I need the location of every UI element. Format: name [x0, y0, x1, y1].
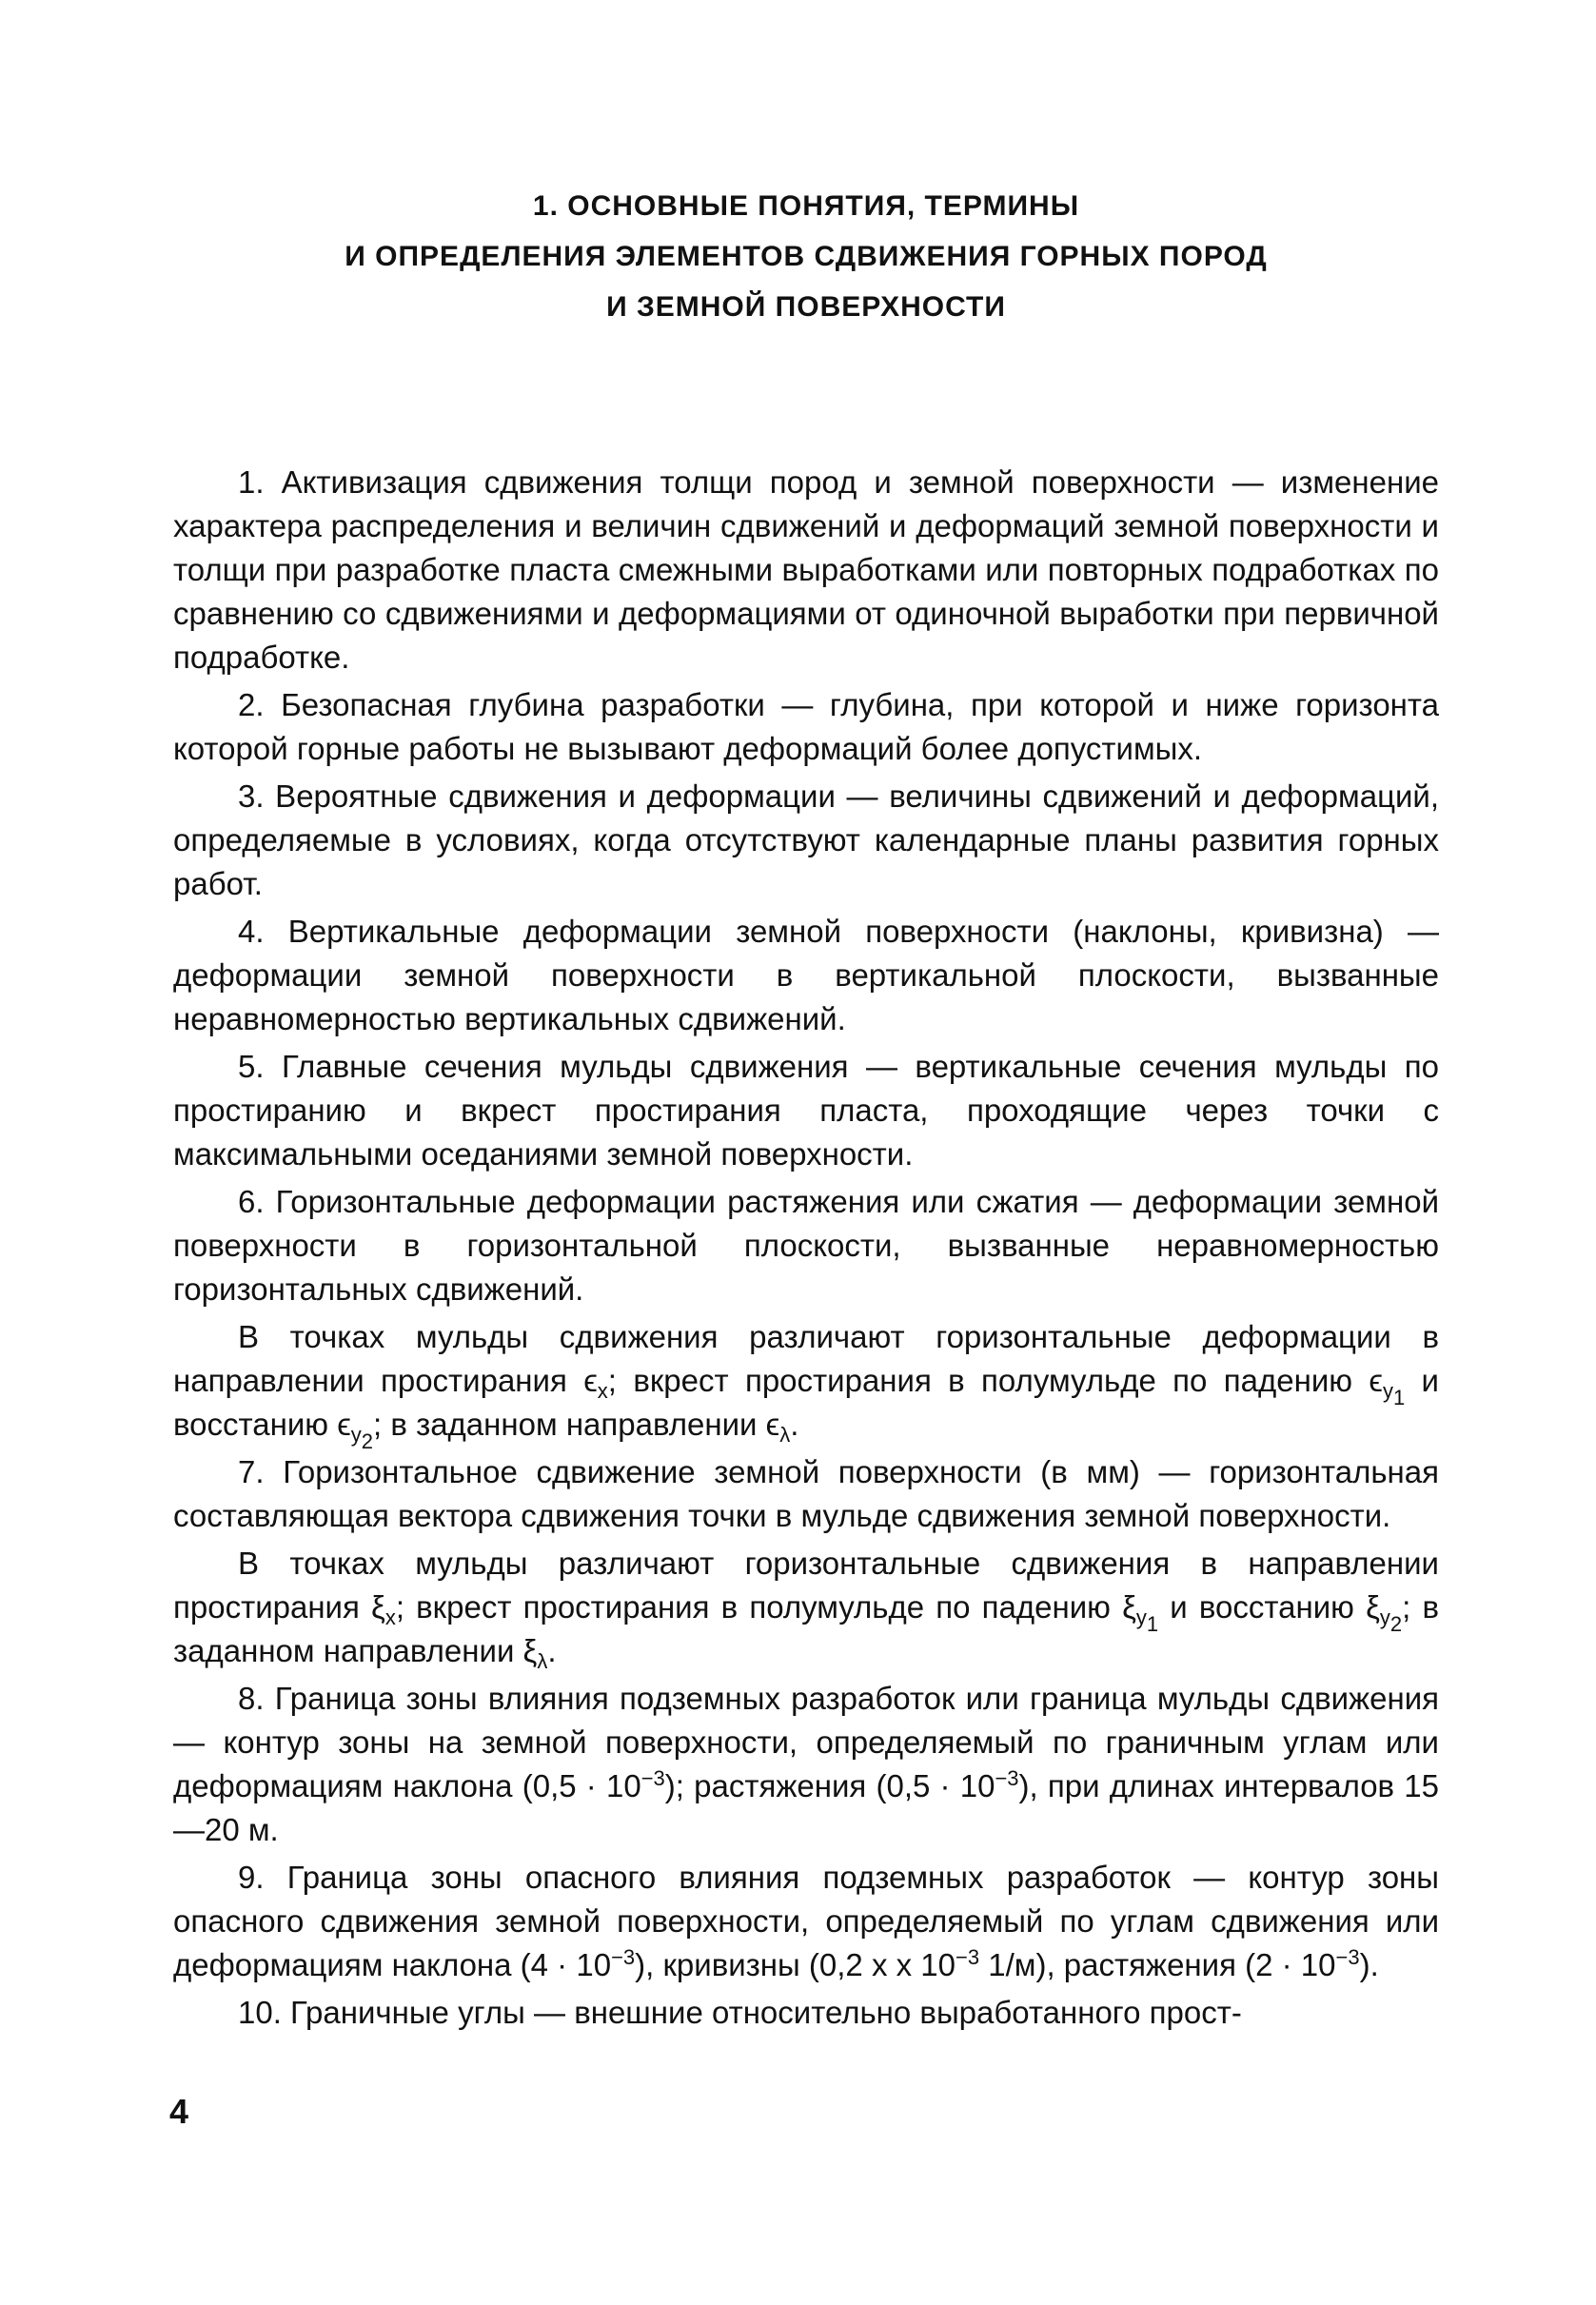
paragraph-7: 7. Горизонтальное сдвижение земной поверхности (в мм) — горизонтальная составляющая вектора сдвижения точки в мульде сдвижения земной поверхности.	[173, 1454, 1439, 1533]
paragraph-4: 4. Вертикальные деформации земной поверхности (наклоны, кривизна) — деформации земной поверхности в вертикальной плоскости, вызванные неравномерностью вертикальных сдвижений.	[173, 914, 1439, 1036]
paragraph-9: 9. Граница зоны опасного влияния подземных разработок — контур зоны опасного сдвижения земной поверхности, определяемый по углам сдвижения или деформациям наклона $(4 \cdot 10^{-3})$, кривизны (0,2 x x $10^{-3}$ 1/м), растяжения $(2 \cdot 10^{-3})$.	[173, 1860, 1439, 1982]
paragraph-1: 1. Активизация сдвижения толщи пород и земной поверхности — изменение характера распределения и величин сдвижений и деформаций земной поверхности и толщи при разработке пласта смежными выработками или повторных подработках по сравнению со сдвижениями и деформациями от одиночной выработки при первичной подработке.	[173, 464, 1439, 675]
section-heading	[173, 181, 1439, 332]
paragraph-8: 8. Граница зоны влияния подземных разработок или граница мульды сдвижения — контур зоны на земной поверхности, определяемый по граничным углам или деформациям наклона $(0,5 \cdot 10^{-3})$; растяжения $(0,5 \cdot 10^{-3})$, при длинах интервалов 15—20 м.	[173, 1681, 1439, 1847]
heading-line-3: И ЗЕМНОЙ ПОВЕРХНОСТИ	[606, 291, 1006, 323]
page-number: 4	[169, 2092, 189, 2131]
paragraph-6-detail: В точках мульды сдвижения различают горизонтальные деформации в направлении простирания $\epsilon_x$; вкрест простирания в полумульде по падению $\epsilon_{y_1}$ и восстанию $\epsilon_{y_2}$; в заданном направлении $\epsilon_\lambda$.	[173, 1319, 1439, 1453]
paragraph-6: 6. Горизонтальные деформации растяжения или сжатия — деформации земной поверхности в горизонтальной плоскости, вызванные неравномерностью горизонтальных сдвижений.	[173, 1184, 1439, 1307]
paragraph-3: 3. Вероятные сдвижения и деформации — величины сдвижений и деформаций, определяемые в условиях, когда отсутствуют календарные планы развития горных работ.	[173, 778, 1439, 901]
heading-line-1: 1. ОСНОВНЫЕ ПОНЯТИЯ, ТЕРМИНЫ	[532, 190, 1080, 222]
heading-line-2: И ОПРЕДЕЛЕНИЯ ЭЛЕМЕНТОВ СДВИЖЕНИЯ ГОРНЫХ ПОРОД	[345, 241, 1268, 272]
paragraph-2: 2. Безопасная глубина разработки — глубина, при которой и ниже горизонта которой горные работы не вызывают деформаций более допустимых.	[173, 687, 1439, 766]
paragraph-5: 5. Главные сечения мульды сдвижения — вертикальные сечения мульды по простиранию и вкрест простирания пласта, проходящие через точки с максимальными оседаниями земной поверхности.	[173, 1049, 1439, 1172]
epsilon-symbol: ϵ	[583, 1363, 598, 1398]
document-page	[173, 181, 1439, 2039]
paragraph-10: 10. Граничные углы — внешние относительно выработанного прост-	[238, 1995, 1242, 2030]
xi-symbol: ξ	[371, 1589, 385, 1625]
paragraph-7-detail: В точках мульды различают горизонтальные сдвижения в направлении простирания $\xi_x$; вкрест простирания в полумульде по падению $\xi_{y_1}$ и восстанию $\xi_{y_2}$; в заданном направлении $\xi_\lambda$.	[173, 1546, 1439, 1673]
